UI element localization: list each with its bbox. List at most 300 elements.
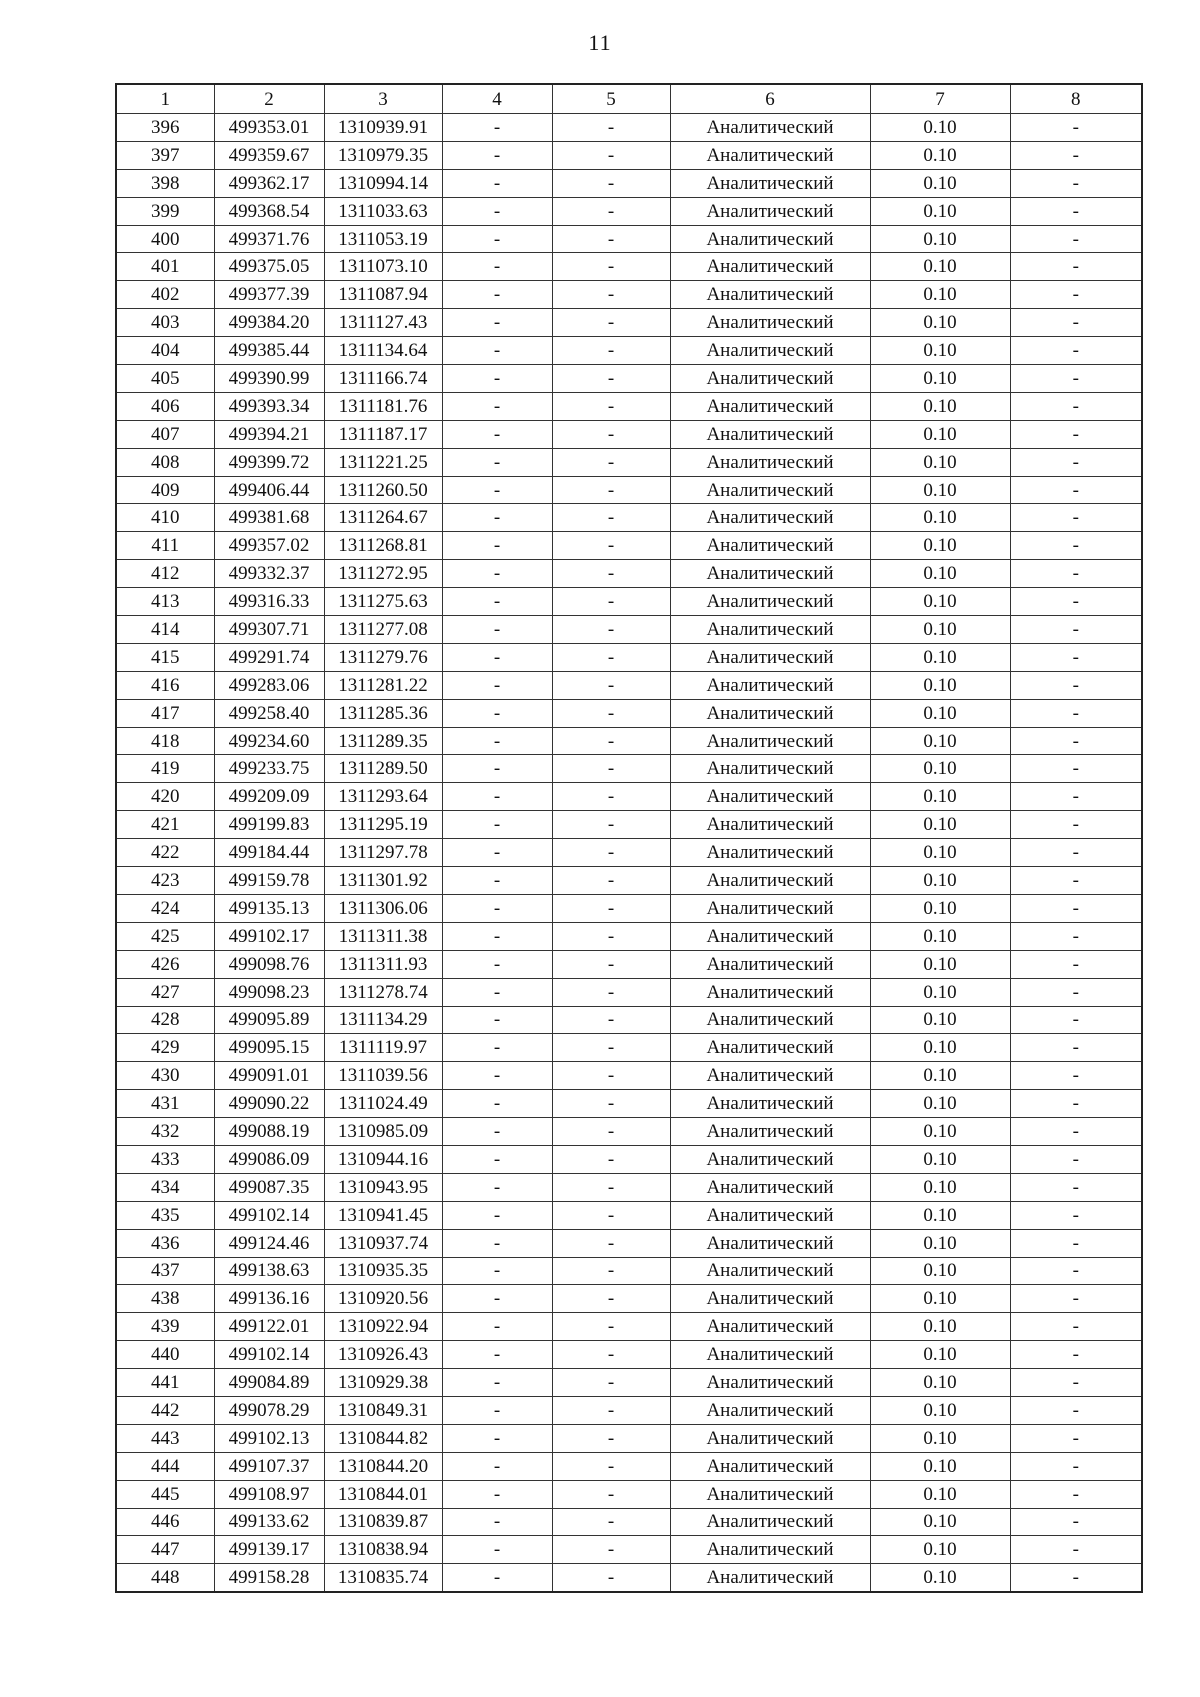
table-cell: - — [1010, 783, 1142, 811]
table-cell: 446 — [116, 1508, 214, 1536]
table-cell: - — [442, 1062, 552, 1090]
table-cell: - — [1010, 1564, 1142, 1592]
table-cell: - — [442, 392, 552, 420]
table-row — [116, 114, 1142, 142]
table-cell: 0.10 — [870, 532, 1010, 560]
table-cell: - — [1010, 978, 1142, 1006]
table-cell: 0.10 — [870, 894, 1010, 922]
table-cell: 0.10 — [870, 504, 1010, 532]
table-cell: - — [552, 1369, 670, 1397]
table-cell: - — [552, 1145, 670, 1173]
table-cell: - — [552, 1564, 670, 1592]
table-cell: 1311024.49 — [324, 1090, 442, 1118]
table-cell: 1311039.56 — [324, 1062, 442, 1090]
table-cell: - — [442, 1034, 552, 1062]
table-cell: 1310849.31 — [324, 1396, 442, 1424]
table-cell: - — [1010, 560, 1142, 588]
table-row — [116, 253, 1142, 281]
table-cell: - — [442, 169, 552, 197]
table-cell: Аналитический — [670, 476, 870, 504]
table-cell: 0.10 — [870, 1508, 1010, 1536]
table-cell: Аналитический — [670, 1452, 870, 1480]
table-cell: 413 — [116, 588, 214, 616]
table-cell: 0.10 — [870, 783, 1010, 811]
table-row — [116, 365, 1142, 393]
table-cell: 1310844.01 — [324, 1480, 442, 1508]
table-cell: 1310944.16 — [324, 1145, 442, 1173]
table-cell: - — [1010, 1062, 1142, 1090]
table-cell: - — [552, 978, 670, 1006]
table-cell: - — [1010, 950, 1142, 978]
table-cell: 0.10 — [870, 839, 1010, 867]
table-cell: - — [442, 420, 552, 448]
table-cell: 1311033.63 — [324, 197, 442, 225]
table-row — [116, 532, 1142, 560]
table-cell: 499086.09 — [214, 1145, 324, 1173]
table-cell: - — [442, 1173, 552, 1201]
table-row — [116, 1090, 1142, 1118]
table-cell: 426 — [116, 950, 214, 978]
table-cell: 0.10 — [870, 1229, 1010, 1257]
table-cell: 1310985.09 — [324, 1118, 442, 1146]
table-cell: - — [442, 978, 552, 1006]
table-cell: - — [442, 1564, 552, 1592]
table-cell: 1311301.92 — [324, 867, 442, 895]
table-cell: - — [552, 420, 670, 448]
table-cell: 1311221.25 — [324, 448, 442, 476]
table-cell: Аналитический — [670, 532, 870, 560]
table-cell: - — [1010, 588, 1142, 616]
table-cell: Аналитический — [670, 309, 870, 337]
table-cell: Аналитический — [670, 392, 870, 420]
table-cell: 1310937.74 — [324, 1229, 442, 1257]
table-cell: 399 — [116, 197, 214, 225]
column-header: 2 — [214, 84, 324, 114]
table-cell: - — [552, 1118, 670, 1146]
table-cell: Аналитический — [670, 1564, 870, 1592]
table-cell: 0.10 — [870, 225, 1010, 253]
table-cell: 417 — [116, 699, 214, 727]
table-cell: - — [442, 309, 552, 337]
table-cell: - — [442, 197, 552, 225]
table-cell: - — [552, 783, 670, 811]
table-row — [116, 560, 1142, 588]
table-cell: - — [442, 1480, 552, 1508]
table-cell: 420 — [116, 783, 214, 811]
table-row — [116, 1062, 1142, 1090]
table-cell: Аналитический — [670, 755, 870, 783]
table-cell: 1311311.38 — [324, 922, 442, 950]
table-cell: 1310922.94 — [324, 1313, 442, 1341]
table-cell: 409 — [116, 476, 214, 504]
table-cell: - — [1010, 922, 1142, 950]
table-cell: - — [552, 1480, 670, 1508]
table-cell: Аналитический — [670, 616, 870, 644]
table-cell: - — [552, 169, 670, 197]
table-cell: 499095.89 — [214, 1006, 324, 1034]
table-cell: 1311279.76 — [324, 643, 442, 671]
table-cell: - — [442, 1257, 552, 1285]
table-cell: 1310838.94 — [324, 1536, 442, 1564]
table-cell: 425 — [116, 922, 214, 950]
table-row — [116, 1285, 1142, 1313]
table-cell: - — [1010, 1536, 1142, 1564]
table-cell: Аналитический — [670, 950, 870, 978]
table-cell: 0.10 — [870, 365, 1010, 393]
table-cell: - — [442, 811, 552, 839]
table-cell: 1311278.74 — [324, 978, 442, 1006]
column-header: 6 — [670, 84, 870, 114]
table-cell: - — [1010, 1341, 1142, 1369]
table-cell: - — [552, 1536, 670, 1564]
table-cell: - — [1010, 1229, 1142, 1257]
table-cell: - — [1010, 727, 1142, 755]
table-cell: - — [1010, 1424, 1142, 1452]
table-cell: Аналитический — [670, 1034, 870, 1062]
table-cell: Аналитический — [670, 894, 870, 922]
table-cell: 499135.13 — [214, 894, 324, 922]
table-cell: Аналитический — [670, 1062, 870, 1090]
table-cell: 1310844.82 — [324, 1424, 442, 1452]
table-cell: - — [1010, 1396, 1142, 1424]
table-cell: Аналитический — [670, 783, 870, 811]
table-cell: - — [552, 643, 670, 671]
table-cell: 499394.21 — [214, 420, 324, 448]
table-cell: Аналитический — [670, 867, 870, 895]
table-row — [116, 922, 1142, 950]
table-cell: Аналитический — [670, 727, 870, 755]
table-row — [116, 309, 1142, 337]
table-cell: 1310835.74 — [324, 1564, 442, 1592]
table-cell: 1310935.35 — [324, 1257, 442, 1285]
table-row — [116, 1480, 1142, 1508]
table-cell: - — [1010, 811, 1142, 839]
table-cell: - — [1010, 169, 1142, 197]
table-cell: 1311181.76 — [324, 392, 442, 420]
table-row — [116, 141, 1142, 169]
table-cell: 499122.01 — [214, 1313, 324, 1341]
table-cell: Аналитический — [670, 504, 870, 532]
table-cell: - — [442, 1536, 552, 1564]
table-cell: Аналитический — [670, 1369, 870, 1397]
table-cell: 1310979.35 — [324, 141, 442, 169]
table-cell: - — [552, 867, 670, 895]
table-cell: 499371.76 — [214, 225, 324, 253]
table-cell: 0.10 — [870, 1396, 1010, 1424]
table-cell: - — [442, 1341, 552, 1369]
table-cell: Аналитический — [670, 365, 870, 393]
table-cell: - — [1010, 253, 1142, 281]
table-cell: 499199.83 — [214, 811, 324, 839]
table-cell: - — [442, 141, 552, 169]
table-cell: - — [1010, 476, 1142, 504]
table-cell: 0.10 — [870, 1201, 1010, 1229]
table-row — [116, 839, 1142, 867]
table-row — [116, 1341, 1142, 1369]
table-cell: - — [1010, 1145, 1142, 1173]
coordinates-table — [115, 83, 1143, 1593]
table-cell: Аналитический — [670, 1229, 870, 1257]
table-cell: 441 — [116, 1369, 214, 1397]
table-cell: - — [552, 253, 670, 281]
table-cell: 499375.05 — [214, 253, 324, 281]
table-cell: 499385.44 — [214, 337, 324, 365]
table-cell: 499084.89 — [214, 1369, 324, 1397]
table-row — [116, 643, 1142, 671]
table-cell: - — [1010, 1369, 1142, 1397]
table-cell: 0.10 — [870, 755, 1010, 783]
table-cell: 499390.99 — [214, 365, 324, 393]
table-cell: - — [1010, 392, 1142, 420]
table-cell: Аналитический — [670, 811, 870, 839]
table-cell: 1310844.20 — [324, 1452, 442, 1480]
table-cell: 0.10 — [870, 867, 1010, 895]
table-cell: 428 — [116, 1006, 214, 1034]
table-cell: 1311295.19 — [324, 811, 442, 839]
table-cell: - — [1010, 532, 1142, 560]
table-cell: - — [552, 365, 670, 393]
table-cell: - — [552, 1257, 670, 1285]
table-cell: 499107.37 — [214, 1452, 324, 1480]
table-cell: 440 — [116, 1341, 214, 1369]
table-cell: 421 — [116, 811, 214, 839]
table-cell: - — [442, 448, 552, 476]
table-cell: Аналитический — [670, 1285, 870, 1313]
table-cell: 0.10 — [870, 1173, 1010, 1201]
table-row — [116, 225, 1142, 253]
table-row — [116, 1201, 1142, 1229]
table-cell: 499381.68 — [214, 504, 324, 532]
table-cell: - — [1010, 1118, 1142, 1146]
table-cell: 1310939.91 — [324, 114, 442, 142]
table-cell: Аналитический — [670, 1090, 870, 1118]
table-cell: - — [442, 560, 552, 588]
table-cell: Аналитический — [670, 169, 870, 197]
table-cell: 1311053.19 — [324, 225, 442, 253]
table-cell: 0.10 — [870, 476, 1010, 504]
table-cell: 499316.33 — [214, 588, 324, 616]
table-cell: 398 — [116, 169, 214, 197]
table-cell: Аналитический — [670, 1536, 870, 1564]
table-cell: 433 — [116, 1145, 214, 1173]
table-cell: 1311119.97 — [324, 1034, 442, 1062]
table-cell: 0.10 — [870, 281, 1010, 309]
table-cell: - — [552, 309, 670, 337]
table-cell: 396 — [116, 114, 214, 142]
table-cell: - — [1010, 197, 1142, 225]
table-cell: 0.10 — [870, 1564, 1010, 1592]
table-cell: 0.10 — [870, 1006, 1010, 1034]
table-cell: 0.10 — [870, 1145, 1010, 1173]
table-cell: 1311297.78 — [324, 839, 442, 867]
table-cell: - — [552, 1313, 670, 1341]
table-cell: 0.10 — [870, 1424, 1010, 1452]
table-cell: - — [442, 281, 552, 309]
table-cell: 499362.17 — [214, 169, 324, 197]
table-cell: - — [552, 727, 670, 755]
table-cell: - — [442, 225, 552, 253]
table-cell: - — [442, 114, 552, 142]
table-cell: Аналитический — [670, 560, 870, 588]
table-cell: 0.10 — [870, 420, 1010, 448]
table-cell: 1311289.35 — [324, 727, 442, 755]
table-cell: - — [1010, 643, 1142, 671]
table-cell: 448 — [116, 1564, 214, 1592]
table-cell: - — [442, 253, 552, 281]
table-cell: 0.10 — [870, 1034, 1010, 1062]
table-cell: - — [552, 225, 670, 253]
table-cell: 397 — [116, 141, 214, 169]
table-cell: - — [1010, 309, 1142, 337]
table-cell: - — [1010, 1006, 1142, 1034]
table-cell: 1311275.63 — [324, 588, 442, 616]
table-cell: 0.10 — [870, 588, 1010, 616]
table-row — [116, 588, 1142, 616]
table-row — [116, 476, 1142, 504]
table-row — [116, 392, 1142, 420]
table-cell: 443 — [116, 1424, 214, 1452]
column-header: 3 — [324, 84, 442, 114]
table-cell: Аналитический — [670, 1006, 870, 1034]
table-cell: - — [1010, 1090, 1142, 1118]
table-cell: Аналитический — [670, 588, 870, 616]
page-number: 11 — [588, 30, 612, 55]
table-cell: - — [1010, 1257, 1142, 1285]
table-cell: 499406.44 — [214, 476, 324, 504]
table-cell: 499078.29 — [214, 1396, 324, 1424]
table-cell: Аналитический — [670, 922, 870, 950]
table-cell: 499399.72 — [214, 448, 324, 476]
table-cell: 447 — [116, 1536, 214, 1564]
table-row — [116, 197, 1142, 225]
table-cell: 416 — [116, 671, 214, 699]
table-cell: - — [1010, 1313, 1142, 1341]
table-cell: 1311281.22 — [324, 671, 442, 699]
table-cell: 1311272.95 — [324, 560, 442, 588]
table-cell: Аналитический — [670, 1480, 870, 1508]
table-row — [116, 1396, 1142, 1424]
table-cell: 403 — [116, 309, 214, 337]
table-row — [116, 1145, 1142, 1173]
table-cell: 427 — [116, 978, 214, 1006]
table-row — [116, 671, 1142, 699]
table-cell: - — [552, 1452, 670, 1480]
table-cell: - — [552, 1201, 670, 1229]
table-cell: 0.10 — [870, 1313, 1010, 1341]
table-cell: 0.10 — [870, 1062, 1010, 1090]
table-cell: - — [442, 588, 552, 616]
table-row — [116, 504, 1142, 532]
table-cell: Аналитический — [670, 337, 870, 365]
table-cell: 422 — [116, 839, 214, 867]
table-cell: - — [552, 1341, 670, 1369]
table-cell: 419 — [116, 755, 214, 783]
column-header: 4 — [442, 84, 552, 114]
table-cell: - — [1010, 281, 1142, 309]
table-cell: - — [552, 560, 670, 588]
table-cell: - — [442, 894, 552, 922]
table-cell: 400 — [116, 225, 214, 253]
table-cell: - — [442, 1285, 552, 1313]
table-cell: 1311264.67 — [324, 504, 442, 532]
table-cell: 499139.17 — [214, 1536, 324, 1564]
table-cell: 1310929.38 — [324, 1369, 442, 1397]
table-cell: 437 — [116, 1257, 214, 1285]
table-cell: 499090.22 — [214, 1090, 324, 1118]
table-cell: 423 — [116, 867, 214, 895]
table-cell: 499088.19 — [214, 1118, 324, 1146]
table-cell: - — [442, 671, 552, 699]
column-header: 5 — [552, 84, 670, 114]
table-cell: Аналитический — [670, 420, 870, 448]
table-cell: - — [552, 1034, 670, 1062]
table-row — [116, 281, 1142, 309]
table-cell: 0.10 — [870, 978, 1010, 1006]
table-cell: 1311285.36 — [324, 699, 442, 727]
table-cell: - — [442, 727, 552, 755]
table-cell: 0.10 — [870, 141, 1010, 169]
table-cell: 442 — [116, 1396, 214, 1424]
table-cell: 1311277.08 — [324, 616, 442, 644]
table-cell: - — [552, 114, 670, 142]
table-cell: - — [442, 783, 552, 811]
table-cell: - — [442, 1424, 552, 1452]
table-cell: 1310994.14 — [324, 169, 442, 197]
table-cell: 0.10 — [870, 671, 1010, 699]
table-cell: 499098.23 — [214, 978, 324, 1006]
table-row — [116, 337, 1142, 365]
table-cell: 414 — [116, 616, 214, 644]
table-cell: 0.10 — [870, 253, 1010, 281]
table-row — [116, 811, 1142, 839]
table-cell: 1311187.17 — [324, 420, 442, 448]
table-cell: 445 — [116, 1480, 214, 1508]
table-row — [116, 1034, 1142, 1062]
table-cell: - — [442, 1090, 552, 1118]
table-cell: - — [552, 1285, 670, 1313]
table-cell: - — [1010, 448, 1142, 476]
table-cell: Аналитический — [670, 839, 870, 867]
table-cell: 1310941.45 — [324, 1201, 442, 1229]
table-cell: - — [552, 532, 670, 560]
table-cell: 499158.28 — [214, 1564, 324, 1592]
table-cell: 0.10 — [870, 309, 1010, 337]
table-cell: - — [552, 281, 670, 309]
table-cell: Аналитический — [670, 1201, 870, 1229]
table-cell: - — [442, 1396, 552, 1424]
table-cell: 499133.62 — [214, 1508, 324, 1536]
table-cell: 1311306.06 — [324, 894, 442, 922]
table-cell: - — [1010, 1285, 1142, 1313]
table-row — [116, 420, 1142, 448]
table-cell: 499102.14 — [214, 1201, 324, 1229]
table-cell: - — [442, 699, 552, 727]
table-cell: - — [1010, 225, 1142, 253]
table-cell: 0.10 — [870, 448, 1010, 476]
table-cell: 1310943.95 — [324, 1173, 442, 1201]
table-cell: - — [1010, 839, 1142, 867]
table-cell: 1311289.50 — [324, 755, 442, 783]
table-cell: 424 — [116, 894, 214, 922]
table-cell: - — [552, 337, 670, 365]
table-cell: - — [442, 922, 552, 950]
table-cell: - — [1010, 1201, 1142, 1229]
table-row — [116, 448, 1142, 476]
table-cell: 0.10 — [870, 560, 1010, 588]
table-cell: 1311166.74 — [324, 365, 442, 393]
table-cell: - — [552, 392, 670, 420]
table-cell: 0.10 — [870, 1480, 1010, 1508]
